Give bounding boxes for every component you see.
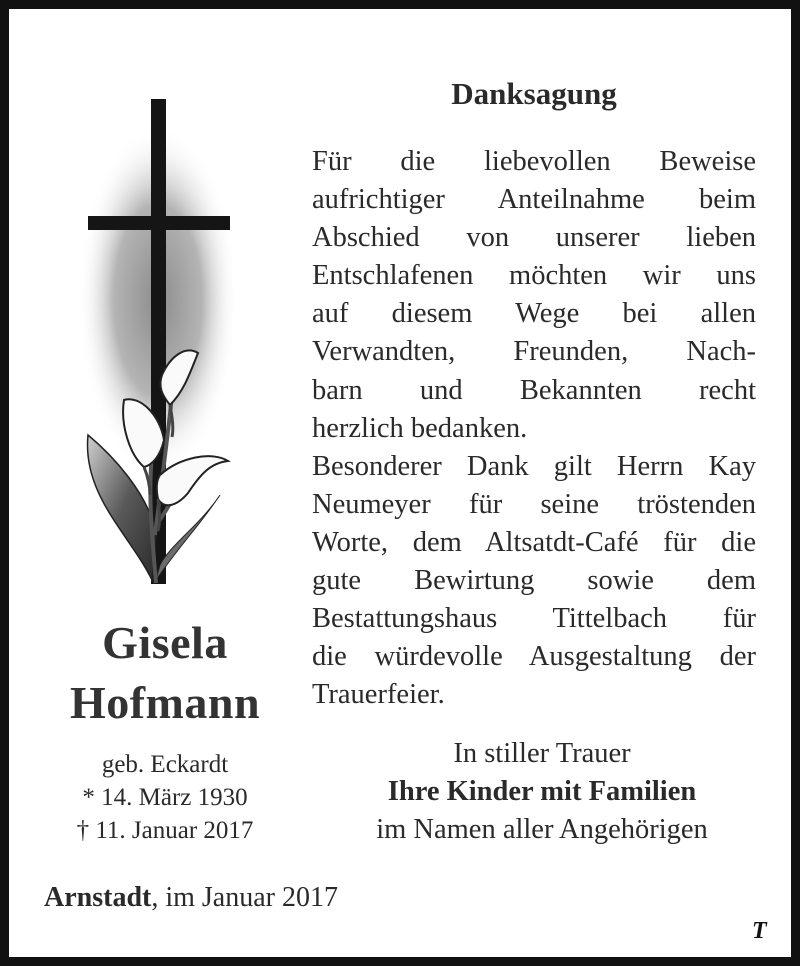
place-name: Arnstadt — [44, 882, 152, 913]
text-line: Bestattungshaus Tittelbach für — [312, 603, 756, 635]
text-line: Neumeyer für seine tröstenden — [312, 488, 756, 520]
publisher-mark: T — [752, 918, 767, 944]
notice-date: , im Januar 2017 — [151, 882, 338, 913]
text-line: Abschied von unserer lieben — [312, 222, 756, 254]
text-line: Verwandten, Freunden, Nach- — [312, 336, 756, 368]
notice-heading: Danksagung — [451, 76, 617, 111]
text-line: Entschlafenen möchten wir uns — [312, 260, 756, 292]
place-date — [44, 882, 338, 914]
maiden-name: geb. Eckardt — [101, 751, 229, 778]
thank-you-text — [312, 143, 756, 714]
text-line: auf diesem Wege bei allen — [312, 298, 756, 330]
text-line: aufrichtiger Anteilnahme beim — [312, 184, 756, 216]
mourners-line: Ihre Kinder mit Familien — [387, 776, 697, 807]
text-line: Für die liebevollen Beweise — [312, 146, 756, 177]
deceased-first-name: Gisela — [102, 617, 228, 668]
text-line: Besonderer Dank gilt Herrn Kay — [312, 450, 756, 482]
text-line: die würdevolle Ausgestaltung der — [312, 641, 756, 673]
text-line: Worte, dem Altsatdt-Café für die — [312, 526, 756, 558]
text-line: herzlich bedanken. — [312, 412, 528, 444]
mourning-line: In stiller Trauer — [453, 738, 631, 769]
text-line: gute Bewirtung sowie dem — [312, 565, 756, 597]
deceased-last-name: Hofmann — [69, 677, 261, 728]
text-line: barn und Bekannten recht — [312, 374, 756, 406]
death-date: † 11. Januar 2017 — [76, 817, 254, 844]
birth-date: * 14. März 1930 — [82, 784, 248, 811]
relatives-line: im Namen aller Angehörigen — [376, 814, 708, 845]
cross-with-calla-lilies-icon — [60, 95, 280, 595]
text-line: Trauerfeier. — [312, 679, 445, 711]
